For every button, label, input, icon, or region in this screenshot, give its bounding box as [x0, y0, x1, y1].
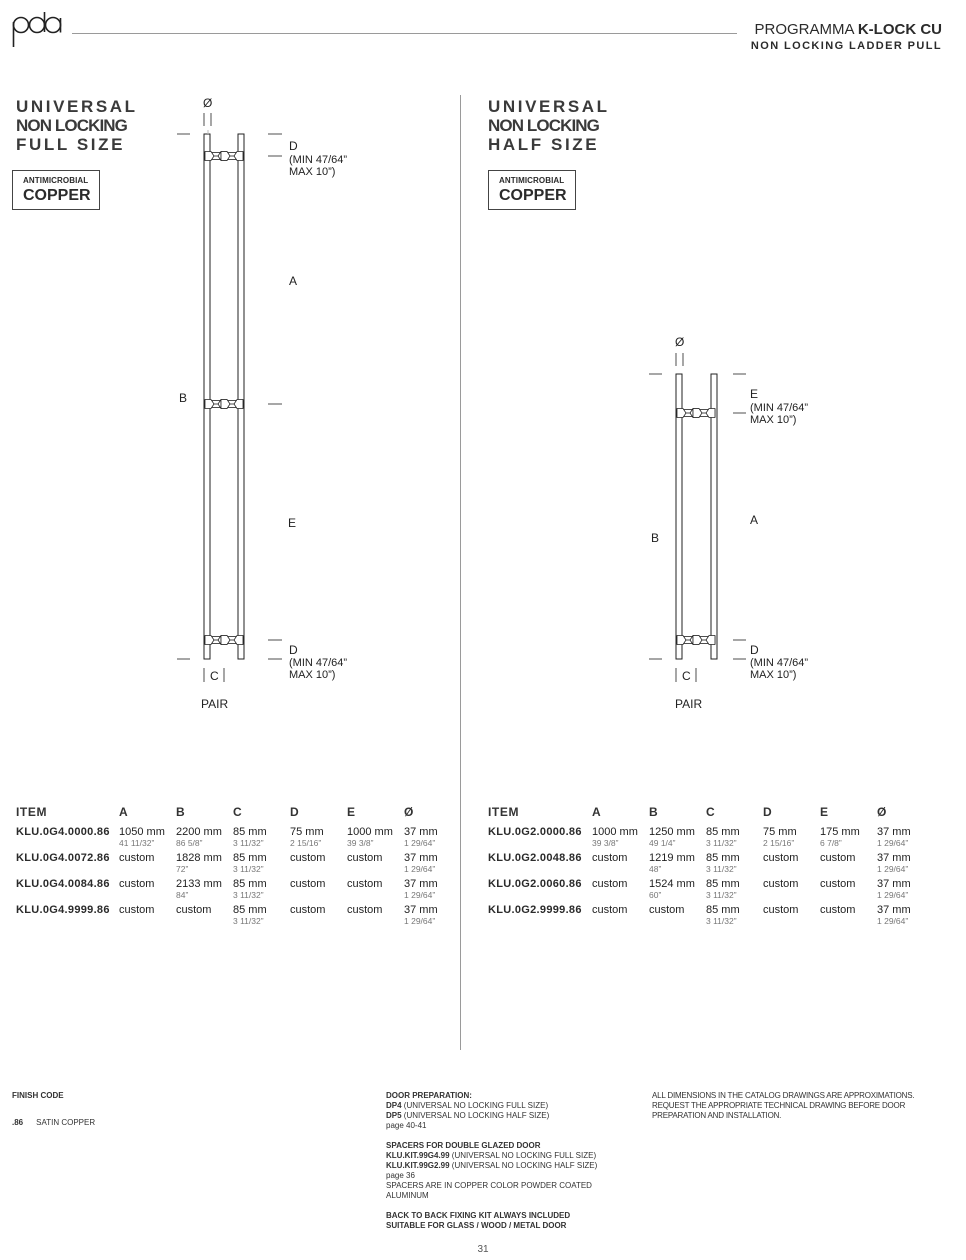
imperial-value: 48” — [649, 864, 662, 874]
table-cell — [347, 879, 404, 905]
table-cell — [820, 905, 877, 931]
table-cell — [649, 879, 706, 905]
table-cell — [763, 905, 820, 931]
right-title-line-1: UNIVERSAL — [488, 97, 610, 116]
metric-value: 85 mm — [706, 852, 740, 864]
metric-value: 85 mm — [233, 852, 267, 864]
table-cell — [649, 853, 706, 879]
full-e-label: E — [288, 516, 297, 530]
table-cell — [649, 827, 706, 853]
column-header: C — [233, 805, 243, 819]
disclaimer-block — [652, 1091, 914, 1121]
metric-value: custom — [119, 852, 155, 864]
imperial-value: 3 11/32” — [233, 890, 264, 900]
left-title-line-2: NON LOCKING — [16, 116, 127, 135]
imperial-value: 2 15/16” — [763, 838, 795, 848]
metric-value: custom — [820, 904, 856, 916]
column-header: ITEM — [16, 805, 48, 819]
table-header-row — [488, 805, 927, 827]
full-pair-label: PAIR — [201, 697, 229, 711]
table-header-row — [16, 805, 454, 827]
table-cell — [347, 905, 404, 931]
table-cell — [763, 827, 820, 853]
imperial-value: 1 29/64” — [877, 838, 909, 848]
table-cell — [347, 853, 404, 879]
door-preparation-block — [386, 1091, 597, 1231]
metric-value: custom — [649, 904, 685, 916]
half-e-top-label: E — [750, 387, 759, 401]
table-row — [16, 853, 454, 879]
full-left-bar — [204, 134, 210, 659]
metric-value: custom — [347, 878, 383, 890]
table-cell — [706, 853, 763, 879]
page-subtitle: NON LOCKING LADDER PULL — [750, 40, 942, 52]
imperial-value — [290, 890, 347, 901]
item-code: KLU.0G2.0048.86 — [488, 852, 582, 864]
metric-value: custom — [592, 904, 628, 916]
half-d-bottom-max: MAX 10”) — [750, 669, 797, 681]
column-header: A — [592, 805, 602, 819]
metric-value: 1000 mm — [347, 826, 393, 838]
finish-name: SATIN COPPER — [36, 1118, 96, 1127]
imperial-value: 60” — [649, 890, 662, 900]
metric-value: custom — [290, 878, 326, 890]
imperial-value: 1 29/64” — [877, 864, 909, 874]
half-e-top-min: (MIN 47/64” — [750, 402, 809, 414]
imperial-value: 72” — [176, 864, 189, 874]
metric-value: custom — [176, 904, 212, 916]
imperial-value — [763, 916, 820, 927]
finish-code-block — [12, 1091, 95, 1128]
metric-value: 1250 mm — [649, 826, 695, 838]
table-row — [488, 853, 927, 879]
badge-small-text: ANTIMICROBIAL — [499, 176, 565, 185]
imperial-value — [347, 864, 404, 875]
imperial-value — [290, 916, 347, 927]
item-code: KLU.0G2.0000.86 — [488, 826, 582, 838]
column-header: Ø — [404, 805, 414, 819]
table-cell — [592, 905, 649, 931]
table-cell — [592, 853, 649, 879]
full-d-top-max: MAX 10”) — [289, 166, 336, 178]
metric-value: 75 mm — [763, 826, 797, 838]
imperial-value: 1 29/64” — [404, 890, 436, 900]
metric-value: custom — [820, 852, 856, 864]
metric-value: custom — [820, 878, 856, 890]
table-cell — [820, 879, 877, 905]
table-cell — [706, 827, 763, 853]
disclaimer-line-2: REQUEST THE APPROPRIATE TECHNICAL DRAWING BEFORE DOOR — [652, 1101, 906, 1110]
finish-code-value: .86 — [12, 1118, 24, 1127]
imperial-value: 3 11/32” — [706, 838, 737, 848]
imperial-value — [820, 864, 877, 875]
imperial-value: 1 29/64” — [877, 916, 909, 926]
item-code: KLU.0G4.0084.86 — [16, 878, 110, 890]
table-cell — [404, 853, 454, 879]
right-title-line-2: NON LOCKING — [488, 116, 599, 135]
metric-value: 37 mm — [877, 904, 911, 916]
imperial-value — [290, 864, 347, 875]
column-header: Ø — [877, 805, 887, 819]
column-header: D — [763, 805, 773, 819]
back-to-back-line-1: BACK TO BACK FIXING KIT ALWAYS INCLUDED — [386, 1211, 571, 1220]
column-header: A — [119, 805, 129, 819]
metric-value: 37 mm — [877, 852, 911, 864]
left-title-line-1: UNIVERSAL — [16, 97, 138, 116]
imperial-value: 1 29/64” — [877, 890, 909, 900]
metric-value: 1828 mm — [176, 852, 222, 864]
imperial-value: 1 29/64” — [404, 864, 436, 874]
half-size-spec-table — [488, 805, 927, 931]
imperial-value — [763, 864, 820, 875]
table-cell — [290, 905, 347, 931]
imperial-value: 49 1/4” — [649, 838, 676, 848]
metric-value: 37 mm — [877, 878, 911, 890]
metric-value: 2200 mm — [176, 826, 222, 838]
table-cell — [820, 827, 877, 853]
full-d-top-min: (MIN 47/64” — [289, 154, 348, 166]
table-cell — [404, 879, 454, 905]
table-row — [488, 879, 927, 905]
half-b-label: B — [651, 531, 660, 545]
dp5-code: DP5 — [386, 1111, 402, 1120]
imperial-value: 84” — [176, 890, 189, 900]
metric-value: 75 mm — [290, 826, 324, 838]
imperial-value: 6 7/8” — [820, 838, 842, 848]
kit2-code: KLU.KIT.99G2.99 — [386, 1161, 450, 1170]
imperial-value: 1 29/64” — [404, 916, 436, 926]
table-cell — [820, 853, 877, 879]
full-a-label: A — [289, 274, 298, 288]
half-d-bottom-min: (MIN 47/64” — [750, 657, 809, 669]
table-cell — [290, 879, 347, 905]
disclaimer-line-1: ALL DIMENSIONS IN THE CATALOG DRAWINGS ARE APPROXIMATIONS. — [652, 1091, 915, 1100]
imperial-value — [592, 864, 649, 875]
imperial-value: 3 11/32” — [233, 864, 264, 874]
table-cell — [706, 905, 763, 931]
metric-value: 85 mm — [706, 904, 740, 916]
table-row — [488, 905, 927, 931]
metric-value: custom — [290, 852, 326, 864]
spacers-note-line-2: ALUMINUM — [386, 1191, 429, 1200]
metric-value: 85 mm — [233, 826, 267, 838]
column-header: D — [290, 805, 300, 819]
half-c-label: C — [682, 669, 691, 683]
column-header: ITEM — [488, 805, 520, 819]
column-header: E — [347, 805, 356, 819]
table-cell — [763, 879, 820, 905]
kit4-code: KLU.KIT.99G4.99 — [386, 1151, 450, 1160]
table-cell — [119, 853, 176, 879]
imperial-value: 86 5/8” — [176, 838, 203, 848]
table-cell — [176, 905, 233, 931]
programma-name: K-LOCK CU — [857, 21, 942, 38]
table-cell — [877, 827, 927, 853]
half-d-bottom-label: D — [750, 643, 759, 657]
full-size-handle-drawing — [204, 130, 244, 659]
full-dimension-ticks — [177, 113, 282, 682]
metric-value: custom — [347, 852, 383, 864]
back-to-back-line-2: SUITABLE FOR GLASS / WOOD / METAL DOOR — [386, 1221, 567, 1230]
full-d-top-label: D — [289, 139, 298, 153]
page-number: 31 — [477, 1244, 489, 1255]
finish-code-title: FINISH CODE — [12, 1091, 64, 1100]
item-code: KLU.0G4.0072.86 — [16, 852, 110, 864]
full-right-bar — [238, 134, 244, 659]
dp-page-ref: page 40-41 — [386, 1121, 427, 1130]
imperial-value: 3 11/32” — [233, 838, 264, 848]
imperial-value: 3 11/32” — [706, 916, 737, 926]
table-row — [16, 905, 454, 931]
metric-value: 1000 mm — [592, 826, 638, 838]
metric-value: 1050 mm — [119, 826, 165, 838]
item-code: KLU.0G2.9999.86 — [488, 904, 582, 916]
item-code: KLU.0G4.9999.86 — [16, 904, 110, 916]
imperial-value — [347, 890, 404, 901]
metric-value: 1524 mm — [649, 878, 695, 890]
half-pair-label: PAIR — [675, 697, 703, 711]
metric-value: custom — [763, 852, 799, 864]
imperial-value — [119, 864, 176, 875]
disclaimer-line-3: PREPARATION AND INSTALLATION. — [652, 1111, 782, 1120]
table-cell — [119, 879, 176, 905]
programma-prefix: PROGRAMMA — [754, 21, 854, 38]
imperial-value — [820, 890, 877, 901]
imperial-value — [763, 890, 820, 901]
half-e-top-max: MAX 10”) — [750, 414, 797, 426]
imperial-value: 39 3/8” — [347, 838, 374, 848]
table-cell — [347, 827, 404, 853]
spacers-note-line-1: SPACERS ARE IN COPPER COLOR POWDER COATED — [386, 1181, 592, 1190]
table-cell — [404, 827, 454, 853]
metric-value: custom — [119, 878, 155, 890]
metric-value: 37 mm — [404, 904, 438, 916]
metric-value: 37 mm — [404, 852, 438, 864]
metric-value: 1219 mm — [649, 852, 695, 864]
metric-value: custom — [592, 878, 628, 890]
table-cell — [877, 879, 927, 905]
imperial-value: 3 11/32” — [706, 890, 737, 900]
imperial-value — [820, 916, 877, 927]
table-cell — [290, 853, 347, 879]
imperial-value — [592, 890, 649, 901]
table-cell — [233, 879, 290, 905]
table-cell — [592, 827, 649, 853]
full-b-label: B — [179, 391, 188, 405]
imperial-value — [119, 916, 176, 927]
table-cell — [119, 905, 176, 931]
metric-value: 37 mm — [404, 878, 438, 890]
kit2-text: (UNIVERSAL NO LOCKING HALF SIZE) — [449, 1161, 598, 1170]
column-header: E — [820, 805, 829, 819]
half-a-label: A — [750, 513, 759, 527]
table-row — [16, 879, 454, 905]
metric-value: custom — [592, 852, 628, 864]
badge-big-text: COPPER — [23, 187, 91, 204]
imperial-value — [592, 916, 649, 927]
table-cell — [763, 853, 820, 879]
table-cell — [877, 905, 927, 931]
imperial-value — [119, 890, 176, 901]
table-row — [16, 827, 454, 853]
full-diameter-label: Ø — [203, 96, 213, 110]
metric-value: 85 mm — [706, 826, 740, 838]
table-cell — [233, 827, 290, 853]
imperial-value — [649, 916, 706, 927]
table-cell — [176, 827, 233, 853]
imperial-value — [347, 916, 404, 927]
column-header: B — [649, 805, 659, 819]
imperial-value: 3 11/32” — [706, 864, 737, 874]
full-d-bottom-min: (MIN 47/64” — [289, 657, 348, 669]
table-cell — [176, 853, 233, 879]
badge-big-text: COPPER — [499, 187, 567, 204]
metric-value: 37 mm — [404, 826, 438, 838]
door-prep-title: DOOR PREPARATION: — [386, 1091, 472, 1100]
metric-value: 85 mm — [233, 878, 267, 890]
metric-value: 37 mm — [877, 826, 911, 838]
item-code: KLU.0G4.0000.86 — [16, 826, 110, 838]
imperial-value: 3 11/32” — [233, 916, 264, 926]
imperial-value — [176, 916, 233, 927]
table-cell — [233, 905, 290, 931]
left-title-line-3: FULL SIZE — [16, 135, 126, 154]
full-d-bottom-label: D — [289, 643, 298, 657]
metric-value: 85 mm — [706, 878, 740, 890]
column-header: C — [706, 805, 716, 819]
imperial-value: 41 11/32” — [119, 838, 155, 848]
dp4-text: (UNIVERSAL NO LOCKING FULL SIZE) — [401, 1101, 549, 1110]
item-code: KLU.0G2.0060.86 — [488, 878, 582, 890]
full-size-spec-table — [16, 805, 454, 931]
dp5-text: (UNIVERSAL NO LOCKING HALF SIZE) — [401, 1111, 550, 1120]
table-cell — [233, 853, 290, 879]
table-row — [488, 827, 927, 853]
table-cell — [119, 827, 176, 853]
imperial-value: 2 15/16” — [290, 838, 322, 848]
table-cell — [706, 879, 763, 905]
full-c-label: C — [210, 669, 219, 683]
metric-value: 2133 mm — [176, 878, 222, 890]
imperial-value: 1 29/64” — [404, 838, 436, 848]
kit-page-ref: page 36 — [386, 1171, 415, 1180]
spacers-title: SPACERS FOR DOUBLE GLAZED DOOR — [386, 1141, 541, 1150]
table-cell — [877, 853, 927, 879]
table-cell — [290, 827, 347, 853]
imperial-value: 39 3/8” — [592, 838, 619, 848]
metric-value: 85 mm — [233, 904, 267, 916]
metric-value: custom — [119, 904, 155, 916]
metric-value: custom — [763, 904, 799, 916]
metric-value: custom — [347, 904, 383, 916]
table-cell — [649, 905, 706, 931]
half-diameter-label: Ø — [675, 335, 685, 349]
metric-value: custom — [763, 878, 799, 890]
dp4-code: DP4 — [386, 1101, 402, 1110]
kit4-text: (UNIVERSAL NO LOCKING FULL SIZE) — [449, 1151, 597, 1160]
full-d-bottom-max: MAX 10”) — [289, 669, 336, 681]
metric-value: custom — [290, 904, 326, 916]
table-cell — [592, 879, 649, 905]
column-header: B — [176, 805, 186, 819]
badge-small-text: ANTIMICROBIAL — [23, 176, 89, 185]
metric-value: 175 mm — [820, 826, 860, 838]
half-dimension-ticks — [649, 353, 746, 682]
right-title-line-3: HALF SIZE — [488, 135, 600, 154]
table-cell — [176, 879, 233, 905]
table-cell — [404, 905, 454, 931]
